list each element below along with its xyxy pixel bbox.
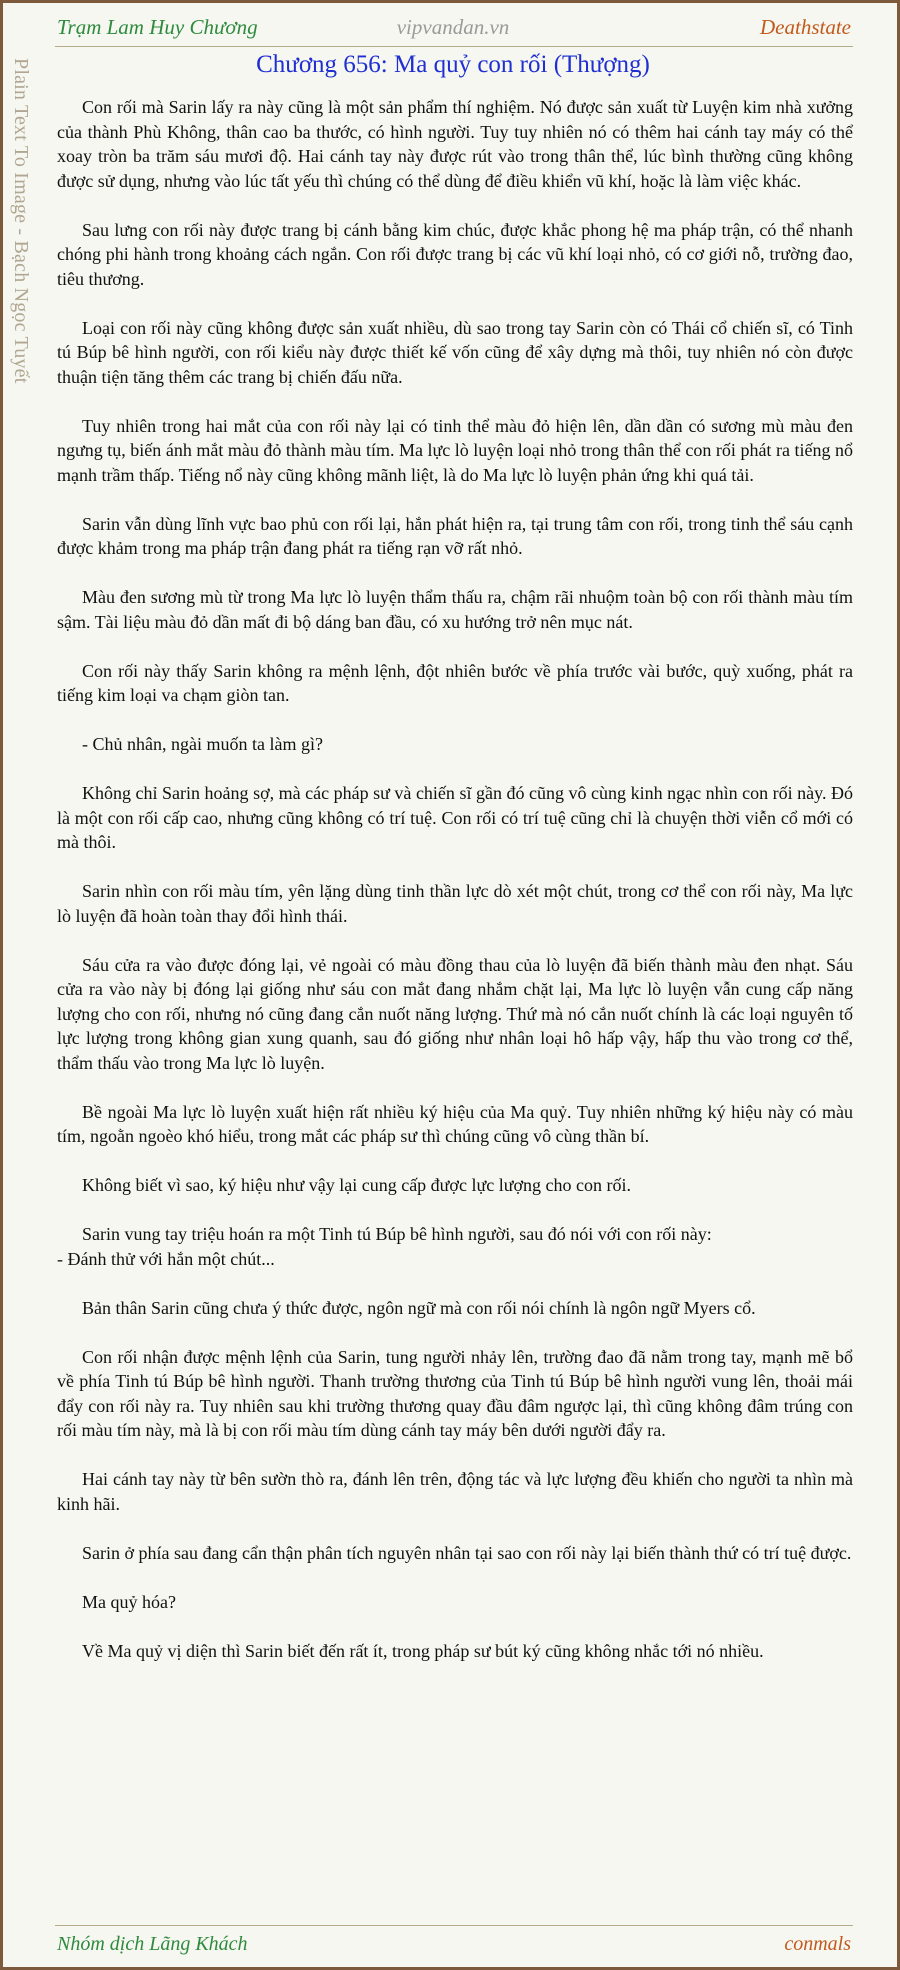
paragraph: Màu đen sương mù từ trong Ma lực lò luyện thẩm thấu ra, chậm rãi nhuộm toàn bộ con rối thành màu tím sậm. Tài liệu màu đỏ dần mất đi bộ dáng ban đầu, có xu hướng trở nên mục nát. <box>57 587 853 632</box>
paragraph: - Chủ nhân, ngài muốn ta làm gì? <box>82 734 323 754</box>
paragraph: Sarin vẫn dùng lĩnh vực bao phủ con rối lại, hắn phát hiện ra, tại trung tâm con rối, trong tinh thể sáu cạnh được khảm trong ma pháp trận đang phát ra tiếng rạn vỡ rất nhỏ. <box>57 513 853 558</box>
paragraph: Sarin vung tay triệu hoán ra một Tinh tú Búp bê hình người, sau đó nói với con rối này: - Đánh thử với hắn một chút... <box>57 1224 712 1269</box>
chapter-content <box>57 95 853 1688</box>
paragraph: Tuy nhiên trong hai mắt của con rối này lại có tinh thể màu đỏ hiện lên, dần dần có sương mù màu đen ngưng tụ, biến ánh mắt màu đỏ thành màu tím. Ma lực lò luyện loại nhỏ trong thân thể con rối phát ra tiếng nổ mạnh trầm thấp. Tiếng nổ này cũng không mãnh liệt, là do Ma lực lò luyện phản ứng khi quá tải. <box>57 415 853 485</box>
paragraph: Không biết vì sao, ký hiệu như vậy lại cung cấp được lực lượng cho con rối. <box>82 1175 631 1195</box>
paragraph: Con rối nhận được mệnh lệnh của Sarin, tung người nhảy lên, trường đao đã nằm trong tay, mạnh mẽ bổ về phía Tinh tú Búp bê hình người. Thanh trường thương của Tinh tú Búp bê hình người vung lên, thoải mái đẩy con rối này ra. Tuy nhiên sau khi trường thương quay đầu đâm ngược lại, thì cũng không đâm trúng con rối màu tím này, mà là bị con rối màu tím dùng cánh tay máy bên dưới người đẩy ra. <box>57 1346 853 1440</box>
paragraph: Sarin ở phía sau đang cẩn thận phân tích nguyên nhân tại sao con rối này lại biến thành thứ có trí tuệ được. <box>82 1542 852 1563</box>
side-watermark-text: Plain Text To Image - Bạch Ngọc Tuyết <box>10 58 32 384</box>
side-watermark <box>9 58 49 418</box>
page-footer <box>53 1931 853 1961</box>
footer-divider <box>55 1925 853 1926</box>
footer-uploader: conmals <box>784 1933 851 1955</box>
header-right-author: Deathstate <box>760 15 851 39</box>
paragraph: Bản thân Sarin cũng chưa ý thức được, ngôn ngữ mà con rối nói chính là ngôn ngữ Myers cổ. <box>82 1297 756 1318</box>
paragraph: Hai cánh tay này từ bên sườn thò ra, đánh lên trên, động tác và lực lượng đều khiến cho người ta nhìn mà kinh hãi. <box>57 1469 853 1514</box>
header-site: vipvandan.vn <box>396 15 510 39</box>
page-header <box>53 11 853 43</box>
header-divider <box>55 46 853 47</box>
paragraph: Con rối mà Sarin lấy ra này cũng là một sản phẩm thí nghiệm. Nó được sản xuất từ Luyện kim nhà xưởng của thành Phù Không, thân cao ba thước, có hình người. Tuy tuy nhiên nó có thêm hai cánh tay máy có thể xoay tròn ba trăm sáu mươi độ. Hai cánh tay này được rút vào trong thân thể, lúc bình thường cũng không được sử dụng, nhưng vào lúc tất yếu thì chúng có thể dùng để điều khiển vũ khí, hoặc là làm việc khác. <box>57 97 853 191</box>
paragraph: Bề ngoài Ma lực lò luyện xuất hiện rất nhiều ký hiệu của Ma quỷ. Tuy nhiên những ký hiệu này có màu tím, ngoằn ngoèo khó hiểu, trong mắt các pháp sư thì chúng cũng vô cùng thần bí. <box>57 1101 853 1146</box>
paragraph: Sau lưng con rối này được trang bị cánh bằng kim chúc, được khắc phong hệ ma pháp trận, có thể nhanh chóng phi hành trong khoảng cách ngắn. Con rối được trang bị các vũ khí loại nhỏ, có cơ giới nỗ, trường đao, tiêu thương. <box>57 219 853 289</box>
header-left-title: Trạm Lam Huy Chương <box>57 15 258 39</box>
paragraph: Con rối này thấy Sarin không ra mệnh lệnh, đột nhiên bước về phía trước vài bước, quỳ xuống, phát ra tiếng kim loại va chạm giòn tan. <box>57 660 853 705</box>
paragraph: Không chỉ Sarin hoảng sợ, mà các pháp sư và chiến sĩ gần đó cũng vô cùng kinh ngạc nhìn con rối này. Đó là một con rối cấp cao, nhưng cũng không có trí tuệ. Con rối có trí tuệ cũng chỉ là chuyện thời viễn cổ mới có mà thôi. <box>57 783 853 852</box>
paragraph: Loại con rối này cũng không được sản xuất nhiều, dù sao trong tay Sarin còn có Thái cổ chiến sĩ, có Tinh tú Búp bê hình người, con rối kiểu này được thiết kế vốn cũng để xây dựng mà thôi, tuy nhiên nó còn được thuận tiện tăng thêm các trang bị chiến đấu nữa. <box>57 317 853 387</box>
paragraph: Sáu cửa ra vào được đóng lại, vẻ ngoài có màu đồng thau của lò luyện đã biến thành màu đen nhạt. Sáu cửa ra vào này bị đóng lại giống như sáu con mắt đang nhắm chặt lại, Ma lực lò luyện vẫn cung cấp năng lượng cho con rối, nhưng nó cũng đang cắn nuốt năng lượng. Thứ mà nó cắn nuốt chính là các loại nguyên tố lực lượng trong không gian xung quanh, sau đó giống như nhân loại hô hấp vậy, hấp thu vào trong cơ thể, thẩm thấu vào trong Ma lực lò luyện. <box>57 954 853 1073</box>
paragraph: Sarin nhìn con rối màu tím, yên lặng dùng tinh thần lực dò xét một chút, trong cơ thể con rối này, Ma lực lò luyện đã hoàn toàn thay đổi hình thái. <box>57 881 853 926</box>
footer-translator-group: Nhóm dịch Lãng Khách <box>57 1933 248 1955</box>
paragraph: Ma quỷ hóa? <box>82 1591 176 1612</box>
chapter-title: Chương 656: Ma quỷ con rối (Thượng) <box>256 51 650 78</box>
paragraph: Về Ma quỷ vị diện thì Sarin biết đến rất ít, trong pháp sư bút ký cũng không nhắc tới nó nhiều. <box>82 1640 764 1661</box>
